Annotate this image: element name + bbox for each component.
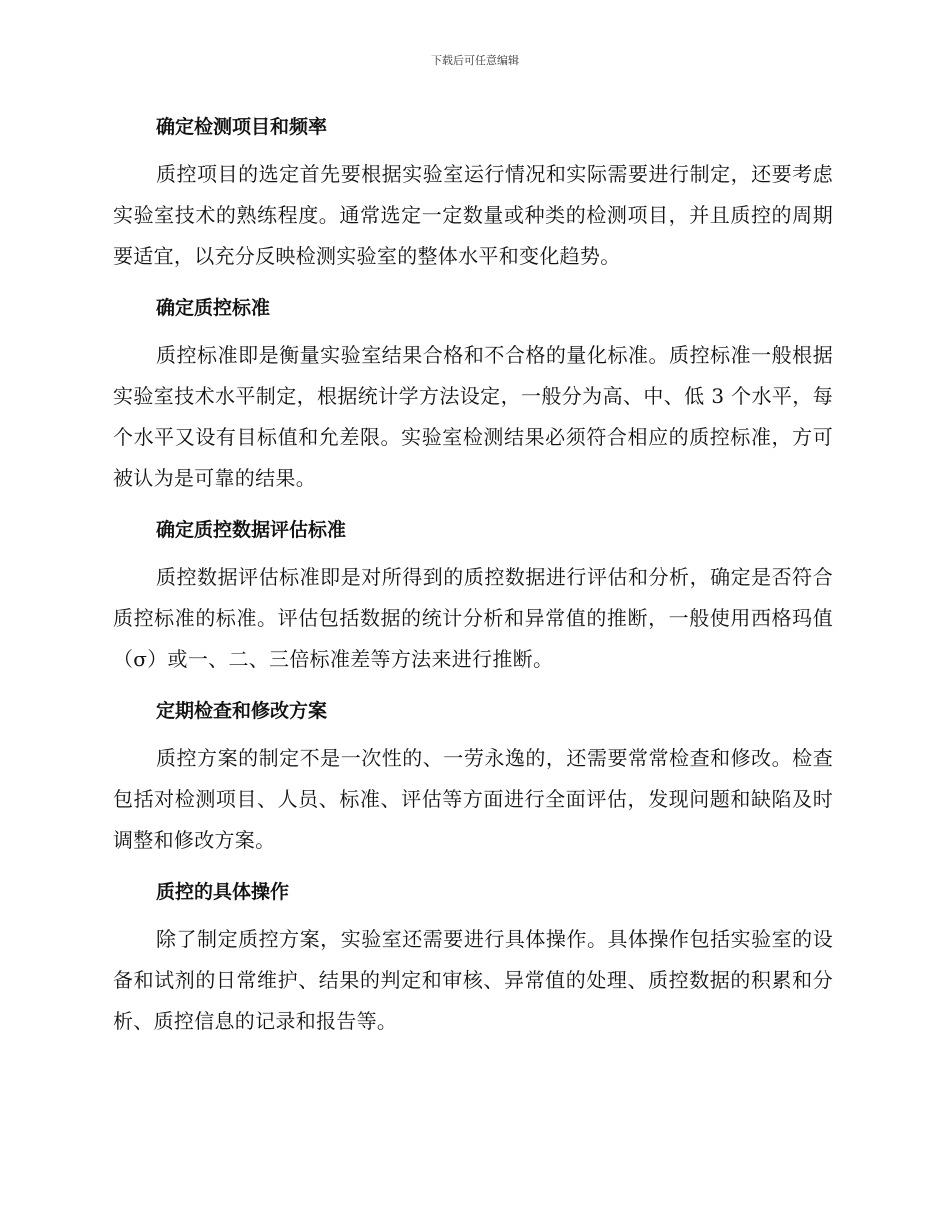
section-heading: 定期检查和修改方案 — [156, 700, 328, 722]
section-paragraph: 质控方案的制定不是一次性的、一劳永逸的，还需要常常检查和修改。检查包括对检测项目、人员、标准、评估等方面进行全面评估，发现问题和缺陷及时调整和修改方案。 — [113, 746, 833, 852]
section-paragraph: 除了制定质控方案，实验室还需要进行具体操作。具体操作包括实验室的设备和试剂的日常维护、结果的判定和审核、异常值的处理、质控数据的积累和分析、质控信息的记录和报告等。 — [113, 927, 833, 1033]
document-body — [113, 108, 833, 1054]
section-paragraph: 质控项目的选定首先要根据实验室运行情况和实际需要进行制定，还要考虑实验室技术的熟练程度。通常选定一定数量或种类的检测项目，并且质控的周期要适宜，以充分反映检测实验室的整体水平和变化趋势。 — [113, 162, 833, 268]
section-paragraph: 质控标准即是衡量实验室结果合格和不合格的量化标准。质控标准一般根据实验室技术水平制定，根据统计学方法设定，一般分为高、中、低 3 个水平，每个水平又设有目标值和允差限。实验室检测结果必须符合相应的质控标准，方可被认为是可靠的结果。 — [113, 343, 833, 490]
section-periodic-review — [113, 692, 833, 861]
section-detection-items — [113, 108, 833, 277]
section-heading: 确定质控标准 — [156, 297, 271, 319]
section-qc-standard — [113, 289, 833, 499]
section-qc-operations — [113, 873, 833, 1042]
page-header: 下载后可任意编辑 — [431, 54, 519, 67]
section-heading: 质控的具体操作 — [156, 881, 290, 903]
section-heading: 确定检测项目和频率 — [156, 116, 328, 138]
section-heading: 确定质控数据评估标准 — [156, 519, 347, 541]
section-paragraph: 质控数据评估标准即是对所得到的质控数据进行评估和分析，确定是否符合质控标准的标准。评估包括数据的统计分析和异常值的推断，一般使用西格玛值（σ）或一、二、三倍标准差等方法来进行推断。 — [113, 565, 833, 671]
section-qc-data-evaluation — [113, 511, 833, 680]
